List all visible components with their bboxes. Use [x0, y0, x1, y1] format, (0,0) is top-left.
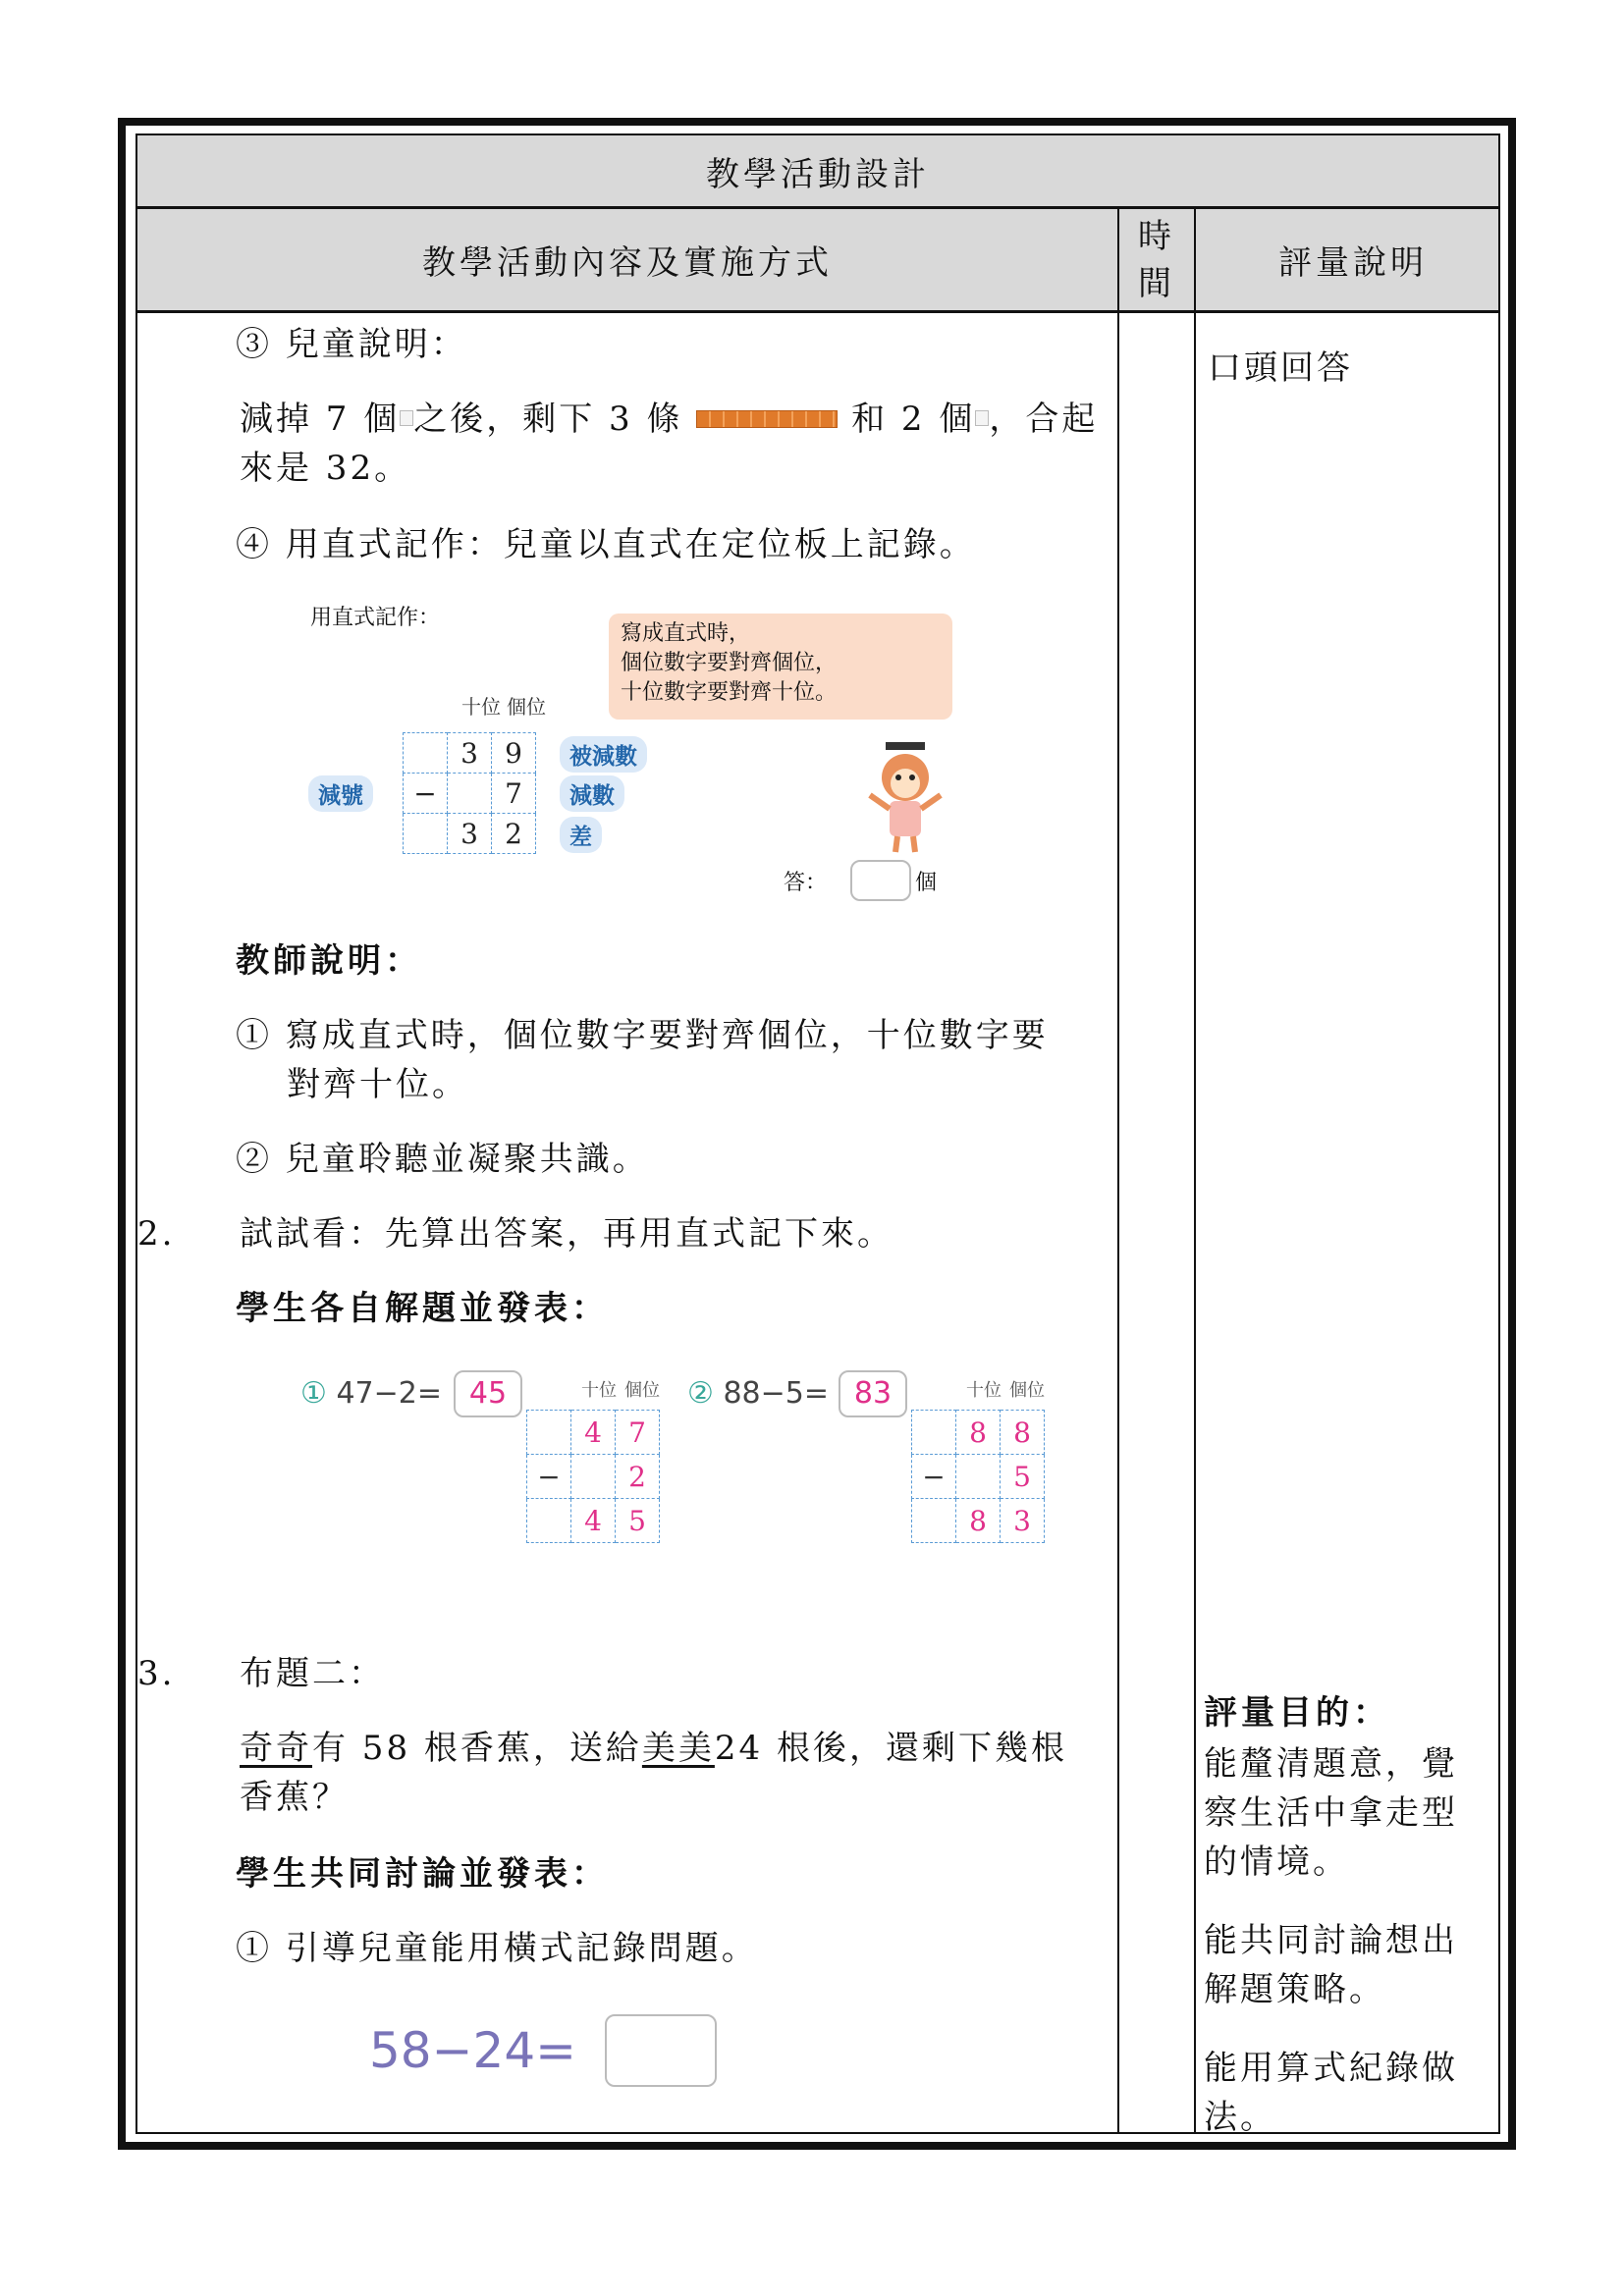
- bubble-line-1: 寫成直式時，: [621, 621, 751, 646]
- practice-1-answer: 45: [454, 1370, 522, 1417]
- column-label-ones: 個位: [1009, 1380, 1045, 1401]
- assessment-purpose-2: 察生活中拿走型: [1204, 1793, 1458, 1833]
- practice-2-expression: 88−5=: [723, 1376, 829, 1411]
- grid-cell: 3: [448, 733, 492, 774]
- grid-cell: 4: [571, 1411, 616, 1455]
- assessment-purpose-1: 能釐清題意，覺: [1204, 1744, 1458, 1784]
- explanation-line-1: [240, 395, 1098, 444]
- grid-cell: 9: [492, 733, 536, 774]
- grid-cell: [912, 1411, 956, 1455]
- grid-cell: 3: [1001, 1499, 1045, 1543]
- grid-cell: [404, 814, 448, 854]
- practice-1: [300, 1376, 442, 1411]
- teacher-point-1: ① 寫成直式時，個位數字要對齊個位，十位數字要: [236, 1016, 1049, 1055]
- grid-cell: [571, 1455, 616, 1499]
- teacher-heading: 教師說明：: [236, 941, 422, 981]
- grid-cell: [956, 1455, 1001, 1499]
- table-row: [912, 1455, 1045, 1499]
- column-label-tens: 十位: [966, 1380, 1001, 1401]
- grid-cell: 4: [571, 1499, 616, 1543]
- table-row: [527, 1455, 660, 1499]
- assessment-record-2: 法。: [1204, 2098, 1276, 2137]
- guide-point-1: ① 引導兒童能用橫式記錄問題。: [236, 1929, 758, 1968]
- tag-subtrahend: 減數: [560, 775, 624, 812]
- header-assessment: 評量說明: [1278, 243, 1428, 283]
- ten-rod-icon: [696, 410, 838, 428]
- assessment-record-1: 能用算式紀錄做: [1204, 2049, 1458, 2088]
- explain-part-b: 之後，剩下 3 條: [413, 400, 683, 439]
- grid-cell: 3: [448, 814, 492, 854]
- problem-line-1: [240, 1724, 1067, 1773]
- assessment-oral: 口頭回答: [1208, 348, 1353, 388]
- table-row: [404, 733, 536, 774]
- table-row: [527, 1499, 660, 1543]
- explain-part-d: ，合起: [989, 400, 1099, 439]
- table-row: [404, 814, 536, 854]
- explain-part-a: 減掉 7 個: [240, 400, 401, 439]
- expression-answer-box: [605, 2014, 717, 2087]
- item-2-number: 2.: [137, 1214, 176, 1254]
- grid-cell: [448, 774, 492, 814]
- item-2-text: 試試看：先算出答案，再用直式記下來。: [240, 1214, 893, 1254]
- assessment-purpose-3: 的情境。: [1204, 1842, 1349, 1882]
- grid-cell: 8: [956, 1411, 1001, 1455]
- practice-1-expression: 47−2=: [336, 1376, 442, 1411]
- teacher-point-1-cont: 對齊十位。: [287, 1065, 468, 1104]
- answer-box: [850, 860, 911, 901]
- table-row: [912, 1411, 1045, 1455]
- bubble-line-2: 個位數字要對齊個位，: [621, 651, 838, 675]
- column-label-ones: 個位: [624, 1380, 660, 1401]
- table-row: [404, 774, 536, 814]
- practice-1-grid: [526, 1410, 660, 1543]
- tag-minus-sign: 減號: [308, 775, 373, 812]
- column-label-ones: 個位: [507, 695, 546, 719]
- practice-2: [687, 1376, 829, 1411]
- problem-part-a: 有 58 根香蕉，送給: [312, 1729, 642, 1768]
- grid-cell: 5: [616, 1499, 660, 1543]
- assessment-strategy-1: 能共同討論想出: [1204, 1921, 1458, 1960]
- tag-minuend: 被減數: [560, 736, 647, 773]
- grid-cell: [527, 1499, 571, 1543]
- assessment-strategy-2: 解題策略。: [1204, 1970, 1385, 2009]
- teacher-point-2: ② 兒童聆聽並凝聚共識。: [236, 1140, 649, 1179]
- item-3-number: 3.: [137, 1654, 176, 1693]
- grid-cell: −: [404, 774, 448, 814]
- grid-cell: 8: [956, 1499, 1001, 1543]
- character-name-2: 美美: [641, 1729, 715, 1768]
- character-name-1: 奇奇: [240, 1729, 312, 1768]
- table-title: 教學活動設計: [137, 135, 1498, 209]
- header-time-2: 間: [1138, 263, 1175, 303]
- grid-cell: [404, 733, 448, 774]
- column-divider: [1194, 209, 1196, 2132]
- tag-difference: 差: [560, 817, 602, 853]
- answer-unit: 個: [915, 871, 938, 895]
- grid-cell: 2: [616, 1455, 660, 1499]
- practice-2-label: ②: [687, 1376, 714, 1411]
- step-3: ③ 兒童說明：: [236, 325, 467, 364]
- monkey-mascot-icon: [856, 738, 954, 860]
- horizontal-expression: 58−24=: [369, 2022, 577, 2079]
- column-divider: [1117, 209, 1119, 2132]
- practice-2-grid: [911, 1410, 1045, 1543]
- grid-cell: 2: [492, 814, 536, 854]
- vertical-subtraction-grid: [403, 732, 536, 854]
- grid-cell: 7: [616, 1411, 660, 1455]
- answer-label: 答：: [784, 871, 828, 895]
- unit-cube-icon: [975, 410, 989, 426]
- practice-1-label: ①: [300, 1376, 327, 1411]
- grid-cell: −: [912, 1455, 956, 1499]
- explain-part-c: 和 2 個: [851, 400, 976, 439]
- grid-cell: [527, 1411, 571, 1455]
- grid-cell: 7: [492, 774, 536, 814]
- grid-cell: 8: [1001, 1411, 1045, 1455]
- grid-cell: −: [527, 1455, 571, 1499]
- table-header-row: [137, 209, 1498, 313]
- figure1-caption: 用直式記作：: [310, 606, 441, 630]
- step-4: ④ 用直式記作：兒童以直式在定位板上記錄。: [236, 525, 976, 564]
- students-heading: 學生各自解題並發表：: [236, 1289, 609, 1328]
- discuss-heading: 學生共同討論並發表：: [236, 1854, 609, 1894]
- grid-cell: 5: [1001, 1455, 1045, 1499]
- assessment-purpose-heading: 評量目的：: [1204, 1693, 1390, 1733]
- problem-part-b: 24 根後，還剩下幾根: [714, 1729, 1067, 1768]
- header-time-1: 時: [1138, 216, 1175, 256]
- table-row: [527, 1411, 660, 1455]
- header-time: [1119, 209, 1194, 310]
- header-content: 教學活動內容及實施方式: [422, 243, 833, 283]
- speech-bubble: [609, 614, 952, 720]
- problem-line-2: 香蕉？: [240, 1778, 349, 1817]
- bubble-line-3: 十位數字要對齊十位。: [621, 680, 838, 705]
- explanation-line-2: 來是 32。: [240, 449, 411, 488]
- item-3-text: 布題二：: [240, 1654, 385, 1693]
- table-row: [912, 1499, 1045, 1543]
- column-label-tens: 十位: [581, 1380, 617, 1401]
- practice-2-answer: 83: [839, 1370, 907, 1417]
- grid-cell: [912, 1499, 956, 1543]
- column-label-tens: 十位: [461, 695, 501, 719]
- unit-cube-icon: [400, 410, 413, 426]
